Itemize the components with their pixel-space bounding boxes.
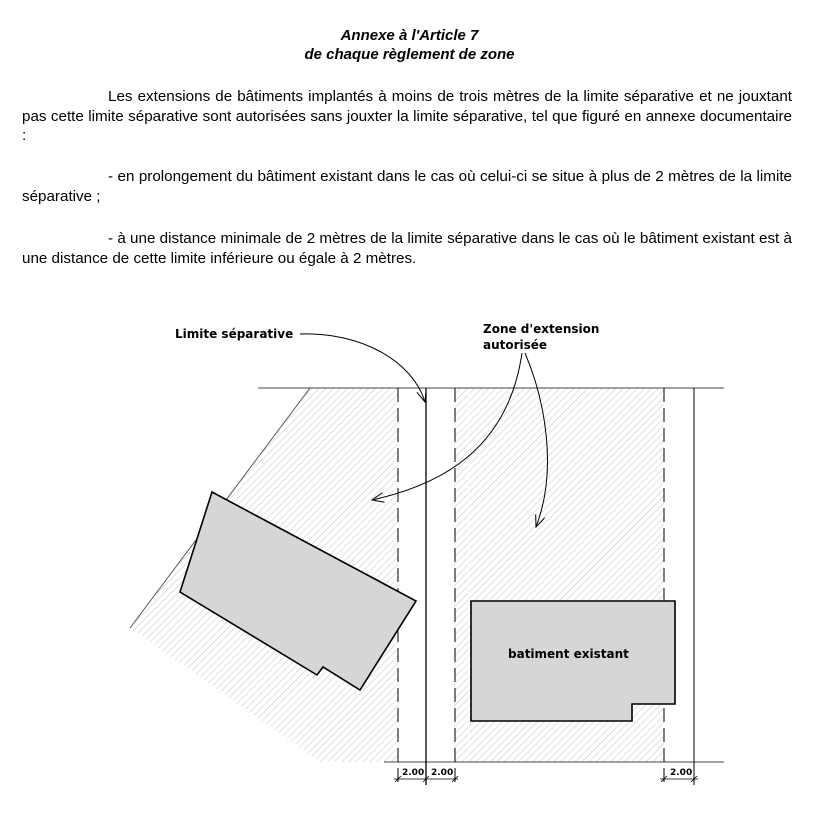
dim-label-right: 2.00 — [670, 768, 693, 778]
paragraph-2-text: - en prolongement du bâtiment existant dans le cas où celui-ci se situe à plus de 2 mètres de la limite séparative ; — [22, 168, 792, 205]
heading-line-2: de chaque règlement de zone — [304, 46, 515, 63]
left-hatched-strip — [454, 388, 468, 762]
label-limite-separative: Limite séparative — [175, 327, 294, 341]
paragraph-3-text: - à une distance minimale de 2 mètres de la limite séparative dans le cas où le bâtiment existant est à une distance de cette limite inférieure ou égale à 2 mètres. — [22, 230, 792, 267]
right-existing-building — [471, 601, 675, 721]
dim-label-left: 2.00 — [402, 768, 425, 778]
label-zone-extension-line1: Zone d'extension — [483, 322, 600, 336]
heading-line-1: Annexe à l'Article 7 — [340, 27, 479, 44]
label-zone-extension-line2: autorisée — [483, 338, 548, 352]
paragraph-1-text: Les extensions de bâtiments implantés à moins de trois mètres de la limite séparative et ne jouxtant pas cette limite séparative sont autorisées sans jouxter la limite séparative, tel que figuré en annexe documentaire : — [22, 88, 792, 144]
dim-label-middle: 2.00 — [431, 768, 454, 778]
label-batiment-existant: batiment existant — [508, 647, 629, 661]
